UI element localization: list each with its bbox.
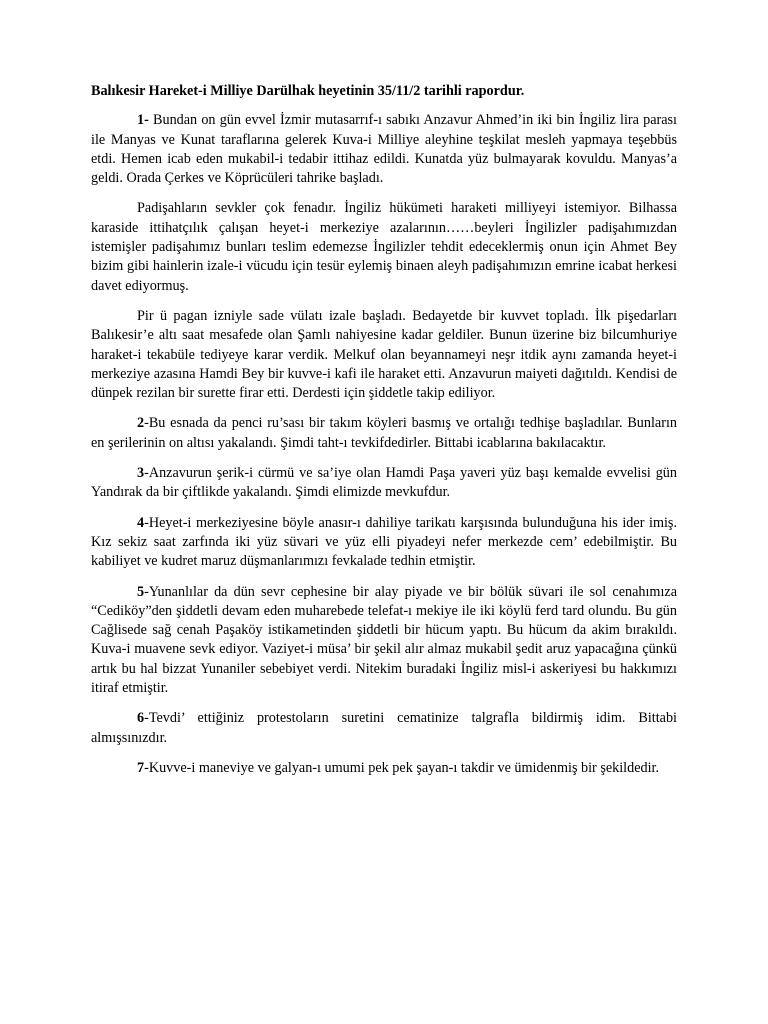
paragraph-text: -Tevdi’ ettiğiniz protestoların suretini cematinize talgrafla bildirmiş idim. Bittabi almışsınızdır. <box>91 710 677 746</box>
paragraph-1 <box>91 111 677 188</box>
paragraph-number: 3 <box>137 465 145 482</box>
paragraph-text: -Kuvve-i maneviye ve galyan-ı umumi pek pek şayan-ı takdir ve ümidenmiş bir şekildedir. <box>144 759 660 776</box>
document-title: Balıkesir Hareket-i Milliye Darülhak heyetinin 35/11/2 tarihli rapordur. <box>91 83 525 99</box>
paragraph-7 <box>91 583 677 699</box>
paragraph-2 <box>91 199 677 295</box>
paragraph-number: 6 <box>137 710 145 727</box>
paragraph-text: Bundan on gün evvel İzmir mutasarrıf-ı sabıkı Anzavur Ahmed’in iki bin İngiliz lira parası ile Manyas ve Kunat taraflarına gelerek Kuva-i Milliye aleyhine teşkilat mesleh yapmaya teşebbüs etdi. Hemen icab eden mukabil-i tedabir ittihaz edildi. Kunatda yüz bulmayarak kovuldu. Manyas’a geldi. Orada Çerkes ve Köprücüleri tahrike başladı. <box>91 112 677 187</box>
paragraph-5 <box>91 464 677 503</box>
paragraph-number: 5 <box>137 583 145 600</box>
paragraph-text: -Heyet-i merkeziyesine böyle anasır-ı dahiliye tarikatı karşısında bulunduğuna his ider imiş. Kız sekiz saat zarfında iki yüz süvari ve yüz elli piyadeyi nefer merkezde cem’ edebilmiştir. Bu kabiliyet ve kudret maruz düşmanlarımızı fevkalade tedhin etmiştir. <box>91 514 677 570</box>
paragraph-number: 1- <box>137 112 149 129</box>
paragraph-4 <box>91 414 677 453</box>
paragraph-text: -Yunanlılar da dün sevr cephesine bir alay piyade ve bir bölük süvari ile sol cenahımıza “Cediköy”den şiddetli devam eden muharebede telefat-ı mekiye ile iki köylü ferd tard olundu. Bu gün Cağlisede sağ cenah Paşaköy istikametinden şiddetli bir hücum yaptı. Bu hücum da akim bırakıldı. Kuva-i muavene sevk ediyor. Vaziyet-i müsa’ bir şekil alır almaz mukabil şedit aruz yapacağına çünkü artık bu hal bizzat Yunaniler sebebiyet verdi. Nitekim buradaki İngiliz misl-i askeriyesi bu hakkımızı itiraf etmiştir. <box>91 583 677 697</box>
paragraph-number: 7 <box>137 759 145 776</box>
paragraph-text: -Anzavurun şerik-i cürmü ve sa’iye olan Hamdi Paşa yaveri yüz başı kemalde evvelisi gün Yandırak da bir çiftlikde yakalandı. Şimdi elimizde mevkufdur. <box>91 465 677 501</box>
paragraph-text: Pir ü pagan izniyle sade vülatı izale başladı. Bedayetde bir kuvvet topladı. İlk pişedarları Balıkesir’e altı saat mesafede olan Şamlı nahiyesine kadar geldiler. Bunun üzerine biz bilcumhuriye haraket-i tekabüle tediyeye karar verdik. Melkuf olan beyannameyi neşr itdik aynı zamanda heyet-i merkeziye azasına Hamdi Bey bir kuvve-i kafi ile haraket etti. Anzavurun maiyeti dağıtıldı. Kendisi de dünpek rezilan bir surette firar etti. Derdesti için şiddetle takip ediliyor. <box>91 307 677 402</box>
paragraph-9 <box>91 759 677 778</box>
paragraph-number: 4 <box>137 514 145 531</box>
document-page <box>91 82 677 789</box>
paragraph-text: -Bu esnada da penci ru’sası bir takım köyleri basmış ve ortalığı tedhişe başladılar. Bunların en şerilerinin on altısı yakalandı. Şimdi taht-ı tevkifdedirler. Bittabi icablarına bakılacaktır. <box>91 415 677 451</box>
paragraph-3 <box>91 307 677 403</box>
paragraph-8 <box>91 709 677 748</box>
paragraph-6 <box>91 514 677 572</box>
paragraph-number: 2 <box>137 415 145 432</box>
paragraph-text: Padişahların sevkler çok fenadır. İngiliz hükümeti haraketi milliyeyi istemiyor. Bilhassa karaside ittihatçılık çalışan heyet-i merkeziye azalarının……beyleri İngilizler padişahımızdan istemişler padişahımız bunları teslim edemezse İngilizler tehdit edeceklermiş onun için Ahmet Bey bizim gibi hainlerin izale-i vücudu için tesür eylemiş binaen aleyh padişahımızın emrine icabat herkesi davet ediyormuş. <box>91 200 677 294</box>
